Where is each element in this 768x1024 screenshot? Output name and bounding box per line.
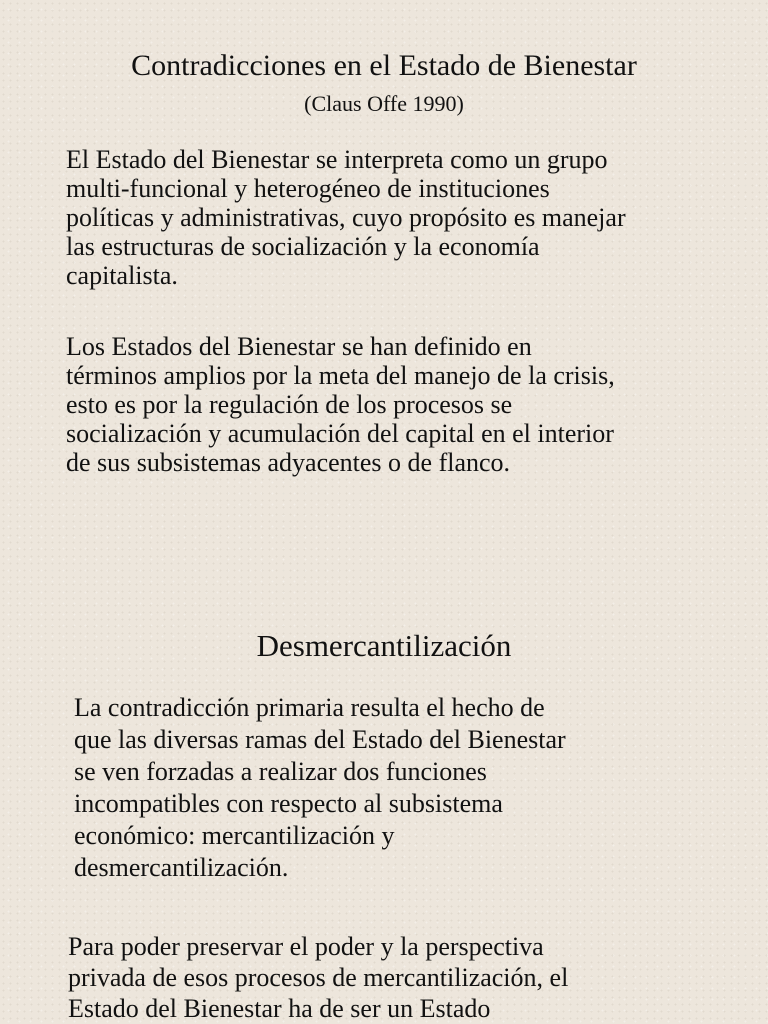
text-line: términos amplios por la meta del manejo de la crisis,: [66, 361, 615, 390]
paragraph-preserve-power: [68, 931, 568, 1024]
paragraph-crisis-management: [66, 332, 615, 477]
text-line: políticas y administrativas, cuyo propósito es manejar: [66, 203, 626, 232]
text-line: esto es por la regulación de los procesos se: [66, 390, 513, 419]
paragraph-definition: [66, 145, 626, 290]
paragraph-primary-contradiction: [74, 692, 566, 884]
text-line: de sus subsistemas adyacentes o de flanco.: [66, 448, 511, 477]
text-line: que las diversas ramas del Estado del Bienestar: [74, 725, 566, 754]
section-heading: Desmercantilización: [256, 628, 512, 663]
text-line: desmercantilización.: [74, 853, 289, 882]
page-subtitle: (Claus Offe 1990): [304, 91, 464, 116]
text-line: multi-funcional y heterogéneo de instituciones: [66, 174, 550, 203]
page-title: Contradicciones en el Estado de Bienestar: [131, 49, 637, 82]
text-line: incompatibles con respecto al subsistema: [74, 789, 503, 818]
text-line: socialización y acumulación del capital en el interior: [66, 419, 614, 448]
text-line: La contradicción primaria resulta el hecho de: [74, 693, 545, 722]
text-line: económico: mercantilización y: [74, 821, 395, 850]
text-line: Los Estados del Bienestar se han definido en: [66, 332, 532, 361]
text-line: El Estado del Bienestar se interpreta como un grupo: [66, 145, 608, 174]
text-line: capitalista.: [66, 261, 178, 290]
text-line: las estructuras de socialización y la economía: [66, 232, 540, 261]
text-line: Para poder preservar el poder y la perspectiva: [68, 932, 544, 961]
text-line: Estado del Bienestar ha de ser un Estado: [68, 994, 491, 1023]
text-line: privada de esos procesos de mercantilización, el: [68, 963, 569, 992]
text-line: se ven forzadas a realizar dos funciones: [74, 757, 487, 786]
